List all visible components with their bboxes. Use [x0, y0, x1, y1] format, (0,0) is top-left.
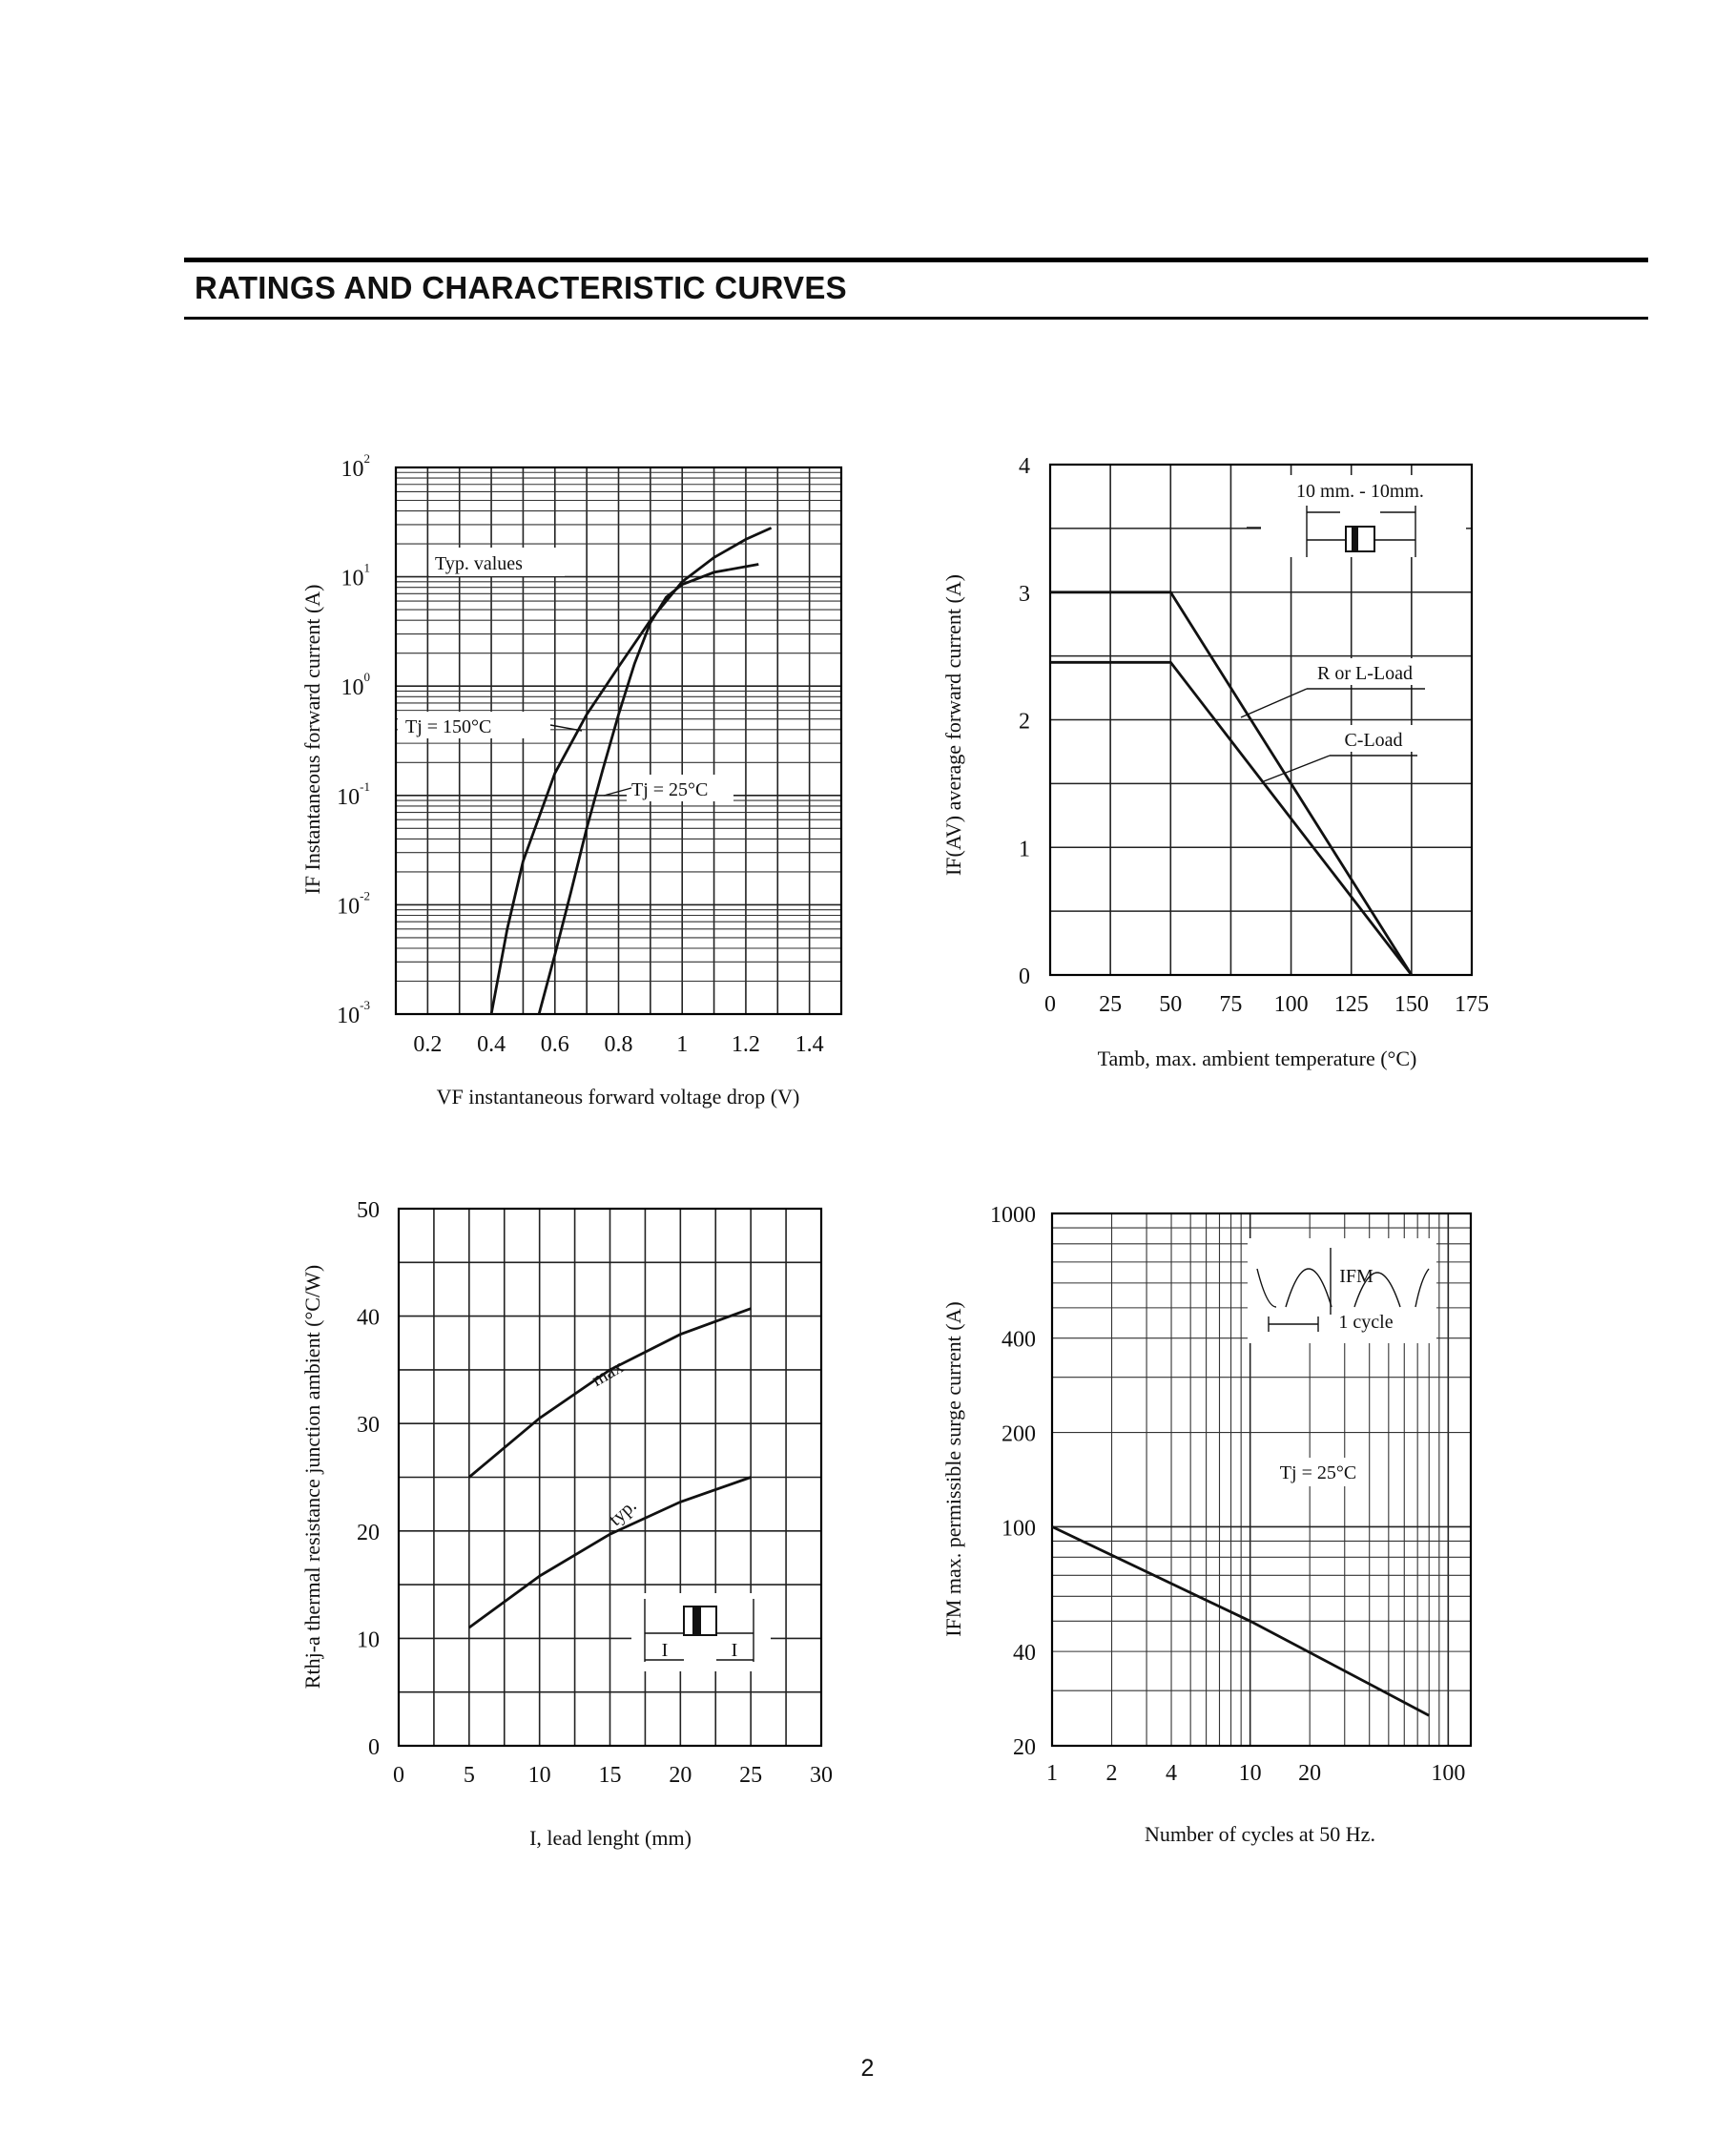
x-tick-label: 0.8 — [604, 1032, 633, 1057]
x-axis-label: I, lead lenght (mm) — [529, 1826, 692, 1850]
y-tick-label: 3 — [1019, 581, 1030, 607]
y-tick-label: 40 — [1013, 1641, 1036, 1667]
y-tick-label: 10 — [357, 1627, 380, 1653]
series-label-leader — [1241, 689, 1307, 717]
y-axis-label: IF(AV) average forward current (A) — [941, 573, 965, 877]
y-tick-label: $10^1$ — [341, 560, 370, 591]
series-label-typ: typ. — [605, 1495, 641, 1530]
x-tick-label: 0.6 — [540, 1032, 569, 1057]
forward-voltage-chart — [300, 451, 841, 1109]
x-tick-label: 100 — [1273, 992, 1309, 1017]
x-tick-label: 1.4 — [795, 1032, 824, 1057]
y-axis-label: Rthj-a thermal resistance junction ambient (°C/W) — [300, 1264, 324, 1690]
x-tick-label: 0 — [1044, 992, 1056, 1017]
y-tick-label: 50 — [357, 1198, 380, 1223]
thermal-resistance-chart — [300, 1198, 833, 1850]
y-tick-label: $10^2$ — [341, 451, 370, 482]
series-label-tj150: Tj = 150°C — [405, 716, 492, 737]
lead-length-inset — [631, 1593, 771, 1671]
page-number: 2 — [860, 2055, 875, 2082]
x-tick-label: 15 — [598, 1763, 622, 1788]
x-axis-label: VF instantaneous forward voltage drop (V) — [436, 1085, 800, 1109]
mounting-inset — [1247, 475, 1466, 557]
y-axis-label: IF Instantaneous forward current (A) — [300, 584, 324, 895]
y-tick-label: 1000 — [990, 1203, 1036, 1228]
y-tick-label: $10^{-3}$ — [337, 998, 370, 1028]
x-tick-label: 175 — [1455, 992, 1489, 1017]
x-tick-label: 25 — [1099, 992, 1123, 1017]
page-heading: RATINGS AND CHARACTERISTIC CURVES — [195, 270, 847, 305]
inset-diode-band — [1352, 527, 1358, 551]
x-tick-label: 20 — [669, 1763, 692, 1788]
surge-waveform-inset — [1248, 1238, 1436, 1343]
inset-lead-length-label-left: I — [661, 1640, 669, 1661]
x-tick-label: 2 — [1105, 1761, 1118, 1786]
x-tick-label: 4 — [1166, 1761, 1178, 1786]
y-tick-label: 400 — [1002, 1327, 1036, 1353]
x-tick-label: 75 — [1219, 992, 1243, 1017]
x-tick-label: 50 — [1159, 992, 1183, 1017]
y-tick-label: 0 — [368, 1735, 380, 1760]
x-tick-label: 0 — [393, 1763, 404, 1788]
x-tick-label: 100 — [1431, 1761, 1466, 1786]
x-tick-label: 125 — [1333, 992, 1369, 1017]
series-label-max: max — [588, 1356, 628, 1391]
x-tick-label: 0.2 — [413, 1032, 443, 1057]
inset-lead-length-label-right: I — [731, 1640, 738, 1661]
x-tick-label: 10 — [1238, 1761, 1262, 1786]
inset-ifm-label: IFM — [1339, 1266, 1374, 1287]
series-label-c-load: C-Load — [1344, 730, 1403, 751]
condition-label-tj: Tj = 25°C — [1279, 1462, 1357, 1483]
y-axis-label: IFM max. permissible surge current (A) — [941, 1301, 965, 1637]
x-tick-label: 20 — [1298, 1761, 1322, 1786]
y-tick-label: 20 — [357, 1520, 380, 1545]
x-tick-label: 150 — [1394, 992, 1429, 1017]
derating-chart — [941, 454, 1489, 1070]
x-tick-label: 5 — [463, 1763, 475, 1788]
series-label-r-or-l-load: R or L-Load — [1317, 663, 1413, 684]
x-tick-label: 0.4 — [477, 1032, 506, 1057]
inset-one-cycle-label: 1 cycle — [1338, 1312, 1394, 1333]
x-axis-label: Tamb, max. ambient temperature (°C) — [1097, 1047, 1417, 1070]
x-tick-label: 30 — [810, 1763, 833, 1788]
x-tick-label: 1.2 — [731, 1032, 760, 1057]
inset-diode-band — [692, 1607, 701, 1635]
x-tick-label: 1 — [1046, 1761, 1058, 1786]
y-tick-label: 200 — [1002, 1421, 1036, 1447]
x-tick-label: 25 — [739, 1763, 763, 1788]
y-tick-label: $10^0$ — [341, 670, 370, 701]
x-tick-label: 1 — [676, 1032, 689, 1057]
series-label-leader — [1264, 756, 1330, 781]
y-tick-label: $10^{-2}$ — [337, 888, 370, 920]
y-tick-label: 1 — [1019, 837, 1030, 862]
annotation-typ-values: Typ. values — [435, 553, 523, 574]
y-tick-label: 20 — [1013, 1735, 1036, 1760]
y-tick-label: 40 — [357, 1305, 380, 1331]
series-label-tj25: Tj = 25°C — [631, 779, 709, 800]
y-tick-label: $10^{-1}$ — [337, 778, 370, 810]
x-axis-label: Number of cycles at 50 Hz. — [1145, 1822, 1375, 1846]
y-tick-label: 4 — [1019, 454, 1030, 479]
inset-diode-body — [1346, 527, 1374, 551]
y-tick-label: 100 — [1002, 1516, 1036, 1542]
y-tick-label: 0 — [1019, 964, 1030, 989]
y-tick-label: 30 — [357, 1413, 380, 1439]
y-tick-label: 2 — [1019, 709, 1030, 735]
surge-current-chart — [941, 1203, 1471, 1846]
x-tick-label: 10 — [527, 1763, 551, 1788]
inset-dimension-label: 10 mm. - 10mm. — [1296, 481, 1424, 502]
